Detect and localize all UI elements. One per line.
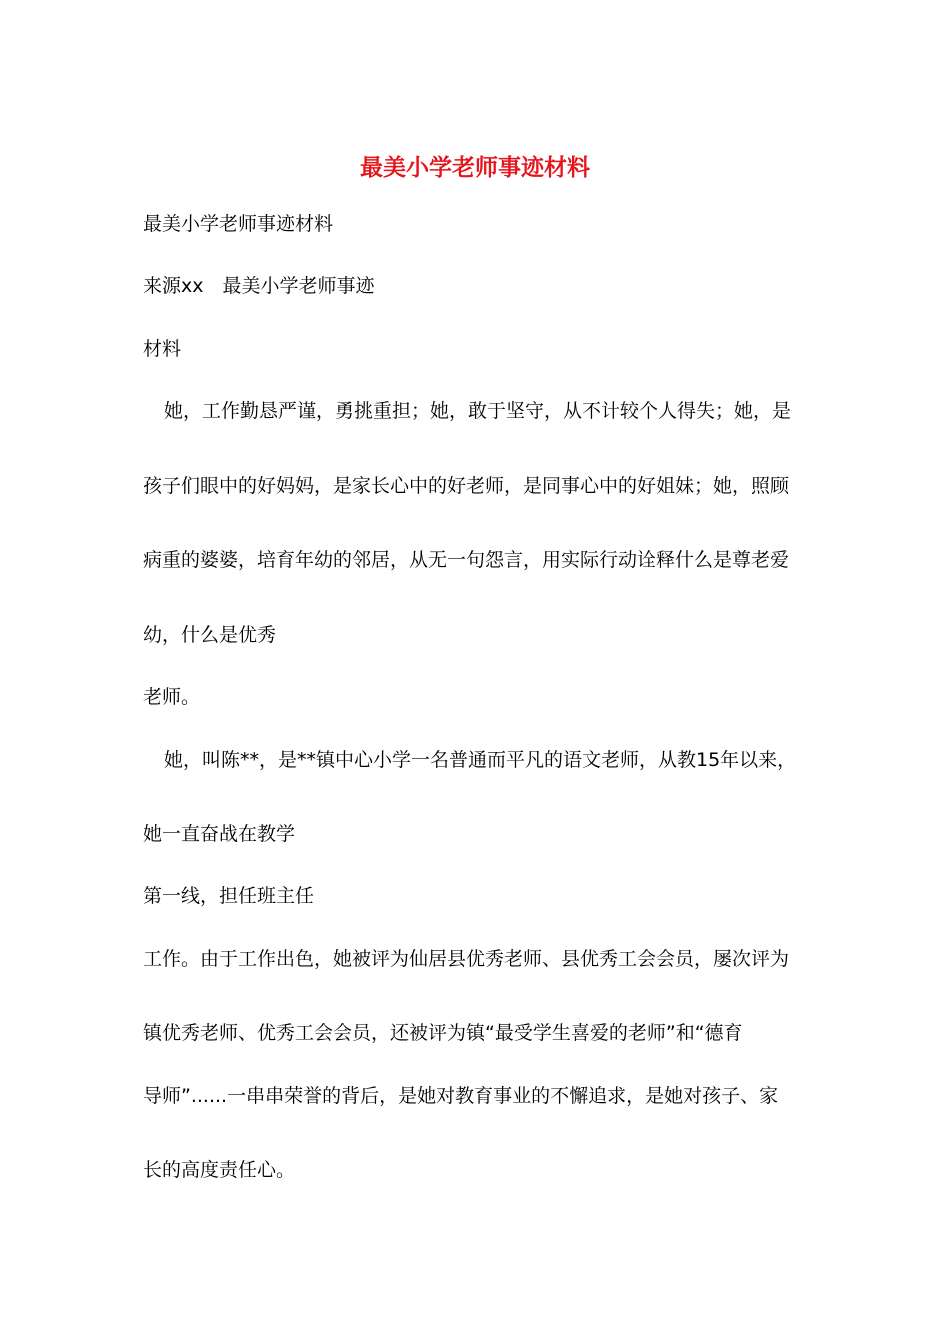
document-title: 最美小学老师事迹材料 [360, 154, 590, 181]
paragraph-1-line-4: 幼，什么是优秀 [143, 624, 277, 646]
subtitle-line: 最美小学老师事迹材料 [143, 213, 334, 235]
paragraph-2-line-5: 镇优秀老师、优秀工会会员，还被评为镇“最受学生喜爱的老师”和“德育 [143, 1022, 743, 1044]
paragraph-2-line-2: 她一直奋战在教学 [143, 823, 296, 845]
body-line: 材料 [143, 338, 182, 360]
paragraph-1-line-5: 老师。 [143, 686, 201, 708]
paragraph-2-line-3: 第一线，担任班主任 [143, 885, 315, 907]
paragraph-1-line-2: 孩子们眼中的好妈妈，是家长心中的好老师，是同事心中的好姐妹；她，照顾 [143, 475, 790, 497]
paragraph-2-line-1: 她，叫陈**，是**镇中心小学一名普通而平凡的语文老师，从教15年以来， [164, 749, 797, 771]
paragraph-2-line-6: 导师”......一串串荣誉的背后，是她对教育事业的不懈追求，是她对孩子、家 [143, 1085, 779, 1107]
source-line: 来源xx 最美小学老师事迹 [143, 275, 375, 297]
paragraph-2-line-7: 长的高度责任心。 [143, 1159, 296, 1181]
paragraph-1-line-1: 她，工作勤恳严谨，勇挑重担；她，敢于坚守，从不计较个人得失；她，是 [164, 400, 792, 422]
paragraph-1-line-3: 病重的婆婆，培育年幼的邻居，从无一句怨言，用实际行动诠释什么是尊老爱 [143, 549, 790, 571]
paragraph-2-line-4: 工作。由于工作出色，她被评为仙居县优秀老师、县优秀工会会员，屡次评为 [143, 948, 790, 970]
